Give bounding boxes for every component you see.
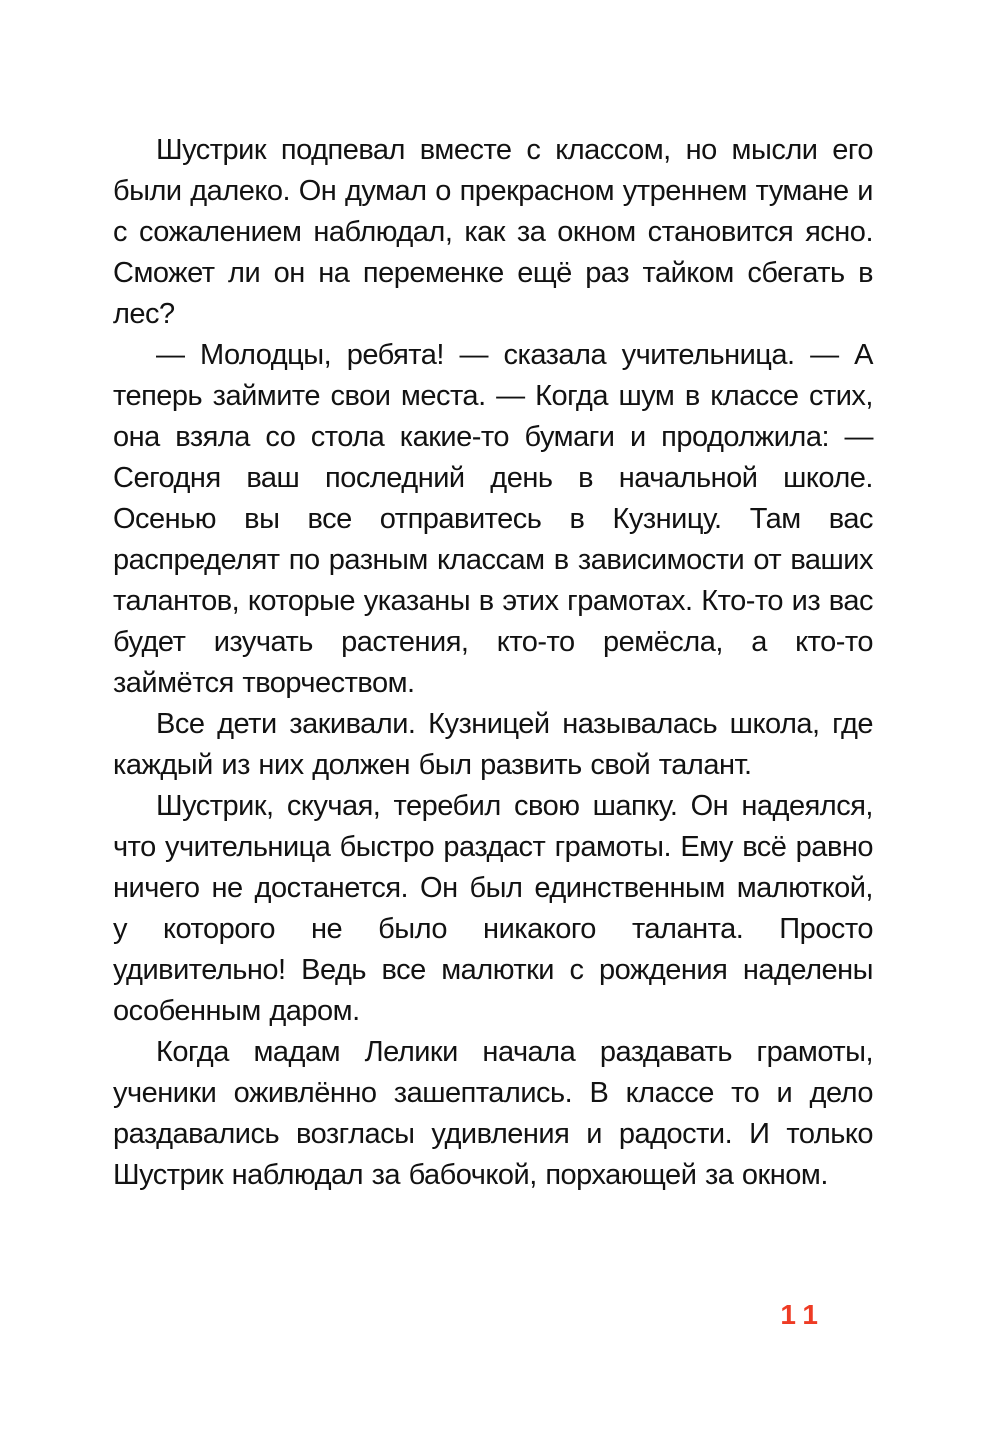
paragraph: — Молодцы, ребята! — сказала учительница. — А теперь займите свои места. — Когда шум в классе стих, она взяла со стола какие-то бумаги и продолжила: — Сегодня ваш последний день в начальной школе. Осенью вы все отправитесь в Кузницу. Там вас распределят по разным классам в зависимости от ваших талантов, которые указаны в этих грамотах. Кто-то из вас будет изучать растения, кто-то ремёсла, а кто-то займётся творчеством. bbox=[113, 339, 873, 699]
paragraph: Все дети закивали. Кузницей называлась школа, где каждый из них должен был развить свой талант. bbox=[113, 708, 873, 781]
paragraph: Шустрик подпевал вместе с классом, но мысли его были далеко. Он думал о прекрасном утреннем тумане и с сожалением наблюдал, как за окном становится ясно. Сможет ли он на переменке ещё раз тайком сбегать в лес? bbox=[113, 134, 873, 330]
paragraph: Шустрик, скучая, теребил свою шапку. Он надеялся, что учительница быстро раздаст грамоты. Ему всё равно ничего не достанется. Он был единственным малюткой, у которого не было никакого таланта. Просто удивительно! Ведь все малютки с рождения наделены особенным даром. bbox=[113, 790, 873, 1027]
page-number: 11 bbox=[780, 1299, 826, 1330]
body-text bbox=[113, 130, 873, 1196]
paragraph: Когда мадам Лелики начала раздавать грамоты, ученики оживлённо зашептались. В классе то и дело раздавались возгласы удивления и радости. И только Шустрик наблюдал за бабочкой, порхающей за окном. bbox=[113, 1036, 873, 1191]
